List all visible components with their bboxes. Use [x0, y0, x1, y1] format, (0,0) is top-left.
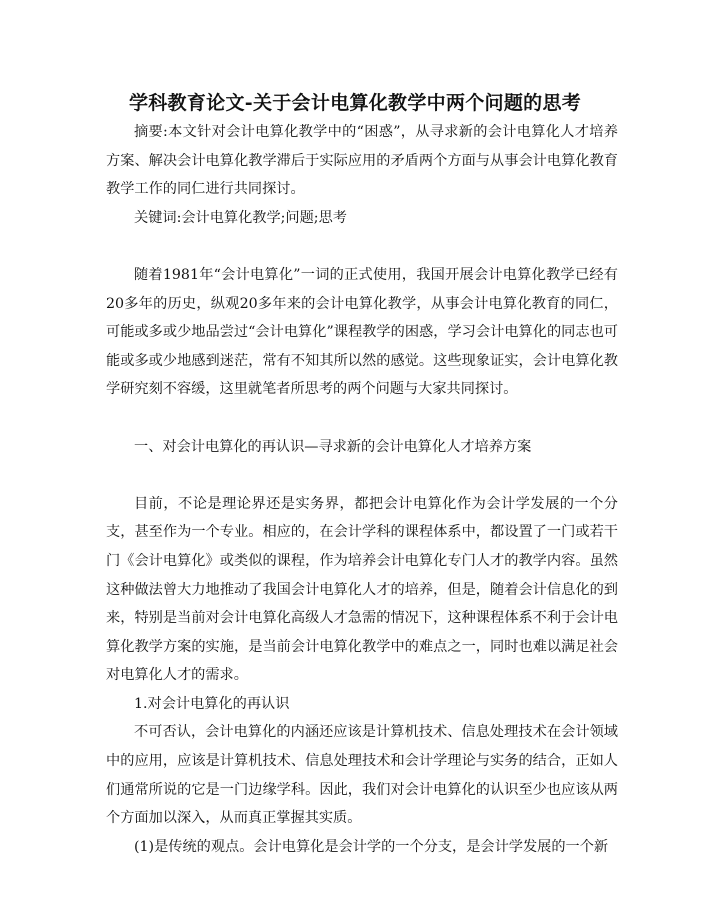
blank-line: [106, 461, 618, 490]
body-paragraph: 不可否认，会计电算化的内涵还应该是计算机技术、信息处理技术在会计领域中的应用，应该是计算机技术、信息处理技术和会计学理论与实务的结合，正如人们通常所说的它是一门边缘学科。因此，我们对会计电算化的认识至少也应该从两个方面加以深入，从而真正掌握其实质。: [106, 724, 618, 827]
blank-line: [106, 232, 618, 261]
abstract-paragraph: 摘要:本文针对会计电算化教学中的“困惑”，从寻求新的会计电算化人才培养方案、解决会计电算化教学滞后于实际应用的矛盾两个方面与从事会计电算化教育教学工作的同仁进行共同探讨。: [106, 124, 618, 198]
subsection-heading: 1.对会计电算化的再认识: [134, 695, 290, 712]
body-paragraph: (1)是传统的观点。会计电算化是会计学的一个分支，是会计学发展的一个新: [134, 838, 609, 855]
section-heading: 一、对会计电算化的再认识—寻求新的会计电算化人才培养方案: [134, 438, 532, 455]
blank-line: [106, 404, 618, 433]
document-title: 学科教育论文-关于会计电算化教学中两个问题的思考: [128, 92, 582, 114]
body-paragraph: 目前，不论是理论界还是实务界，都把会计电算化作为会计学发展的一个分支，甚至作为一个专业。相应的，在会计学科的课程体系中，都设置了一门或若干门《会计电算化》或类似的课程，作为培养会计电算化专门人才的教学内容。虽然这种做法曾大力地推动了我国会计电算化人才的培养，但是，随着会计信息化的到来，特别是当前对会计电算化高级人才急需的情况下，这种课程体系不利于会计电算化教学方案的实施，是当前会计电算化教学中的难点之一，同时也难以满足社会对电算化人才的需求。: [106, 495, 618, 684]
intro-paragraph: 随着1981年“会计电算化”一词的正式使用，我国开展会计电算化教学已经有20多年的历史，纵观20多年来的会计电算化教学，从事会计电算化教育的同仁，可能或多或少地品尝过“会计电算化”课程教学的困惑，学习会计电算化的同志也可能或多或少地感到迷茫，常有不知其所以然的感觉。这些现象证实，会计电算化教学研究刻不容缓，这里就笔者所思考的两个问题与大家共同探讨。: [106, 266, 618, 398]
keywords-paragraph: 关键词:会计电算化教学;问题;思考: [134, 209, 347, 226]
document-body: [106, 118, 618, 861]
